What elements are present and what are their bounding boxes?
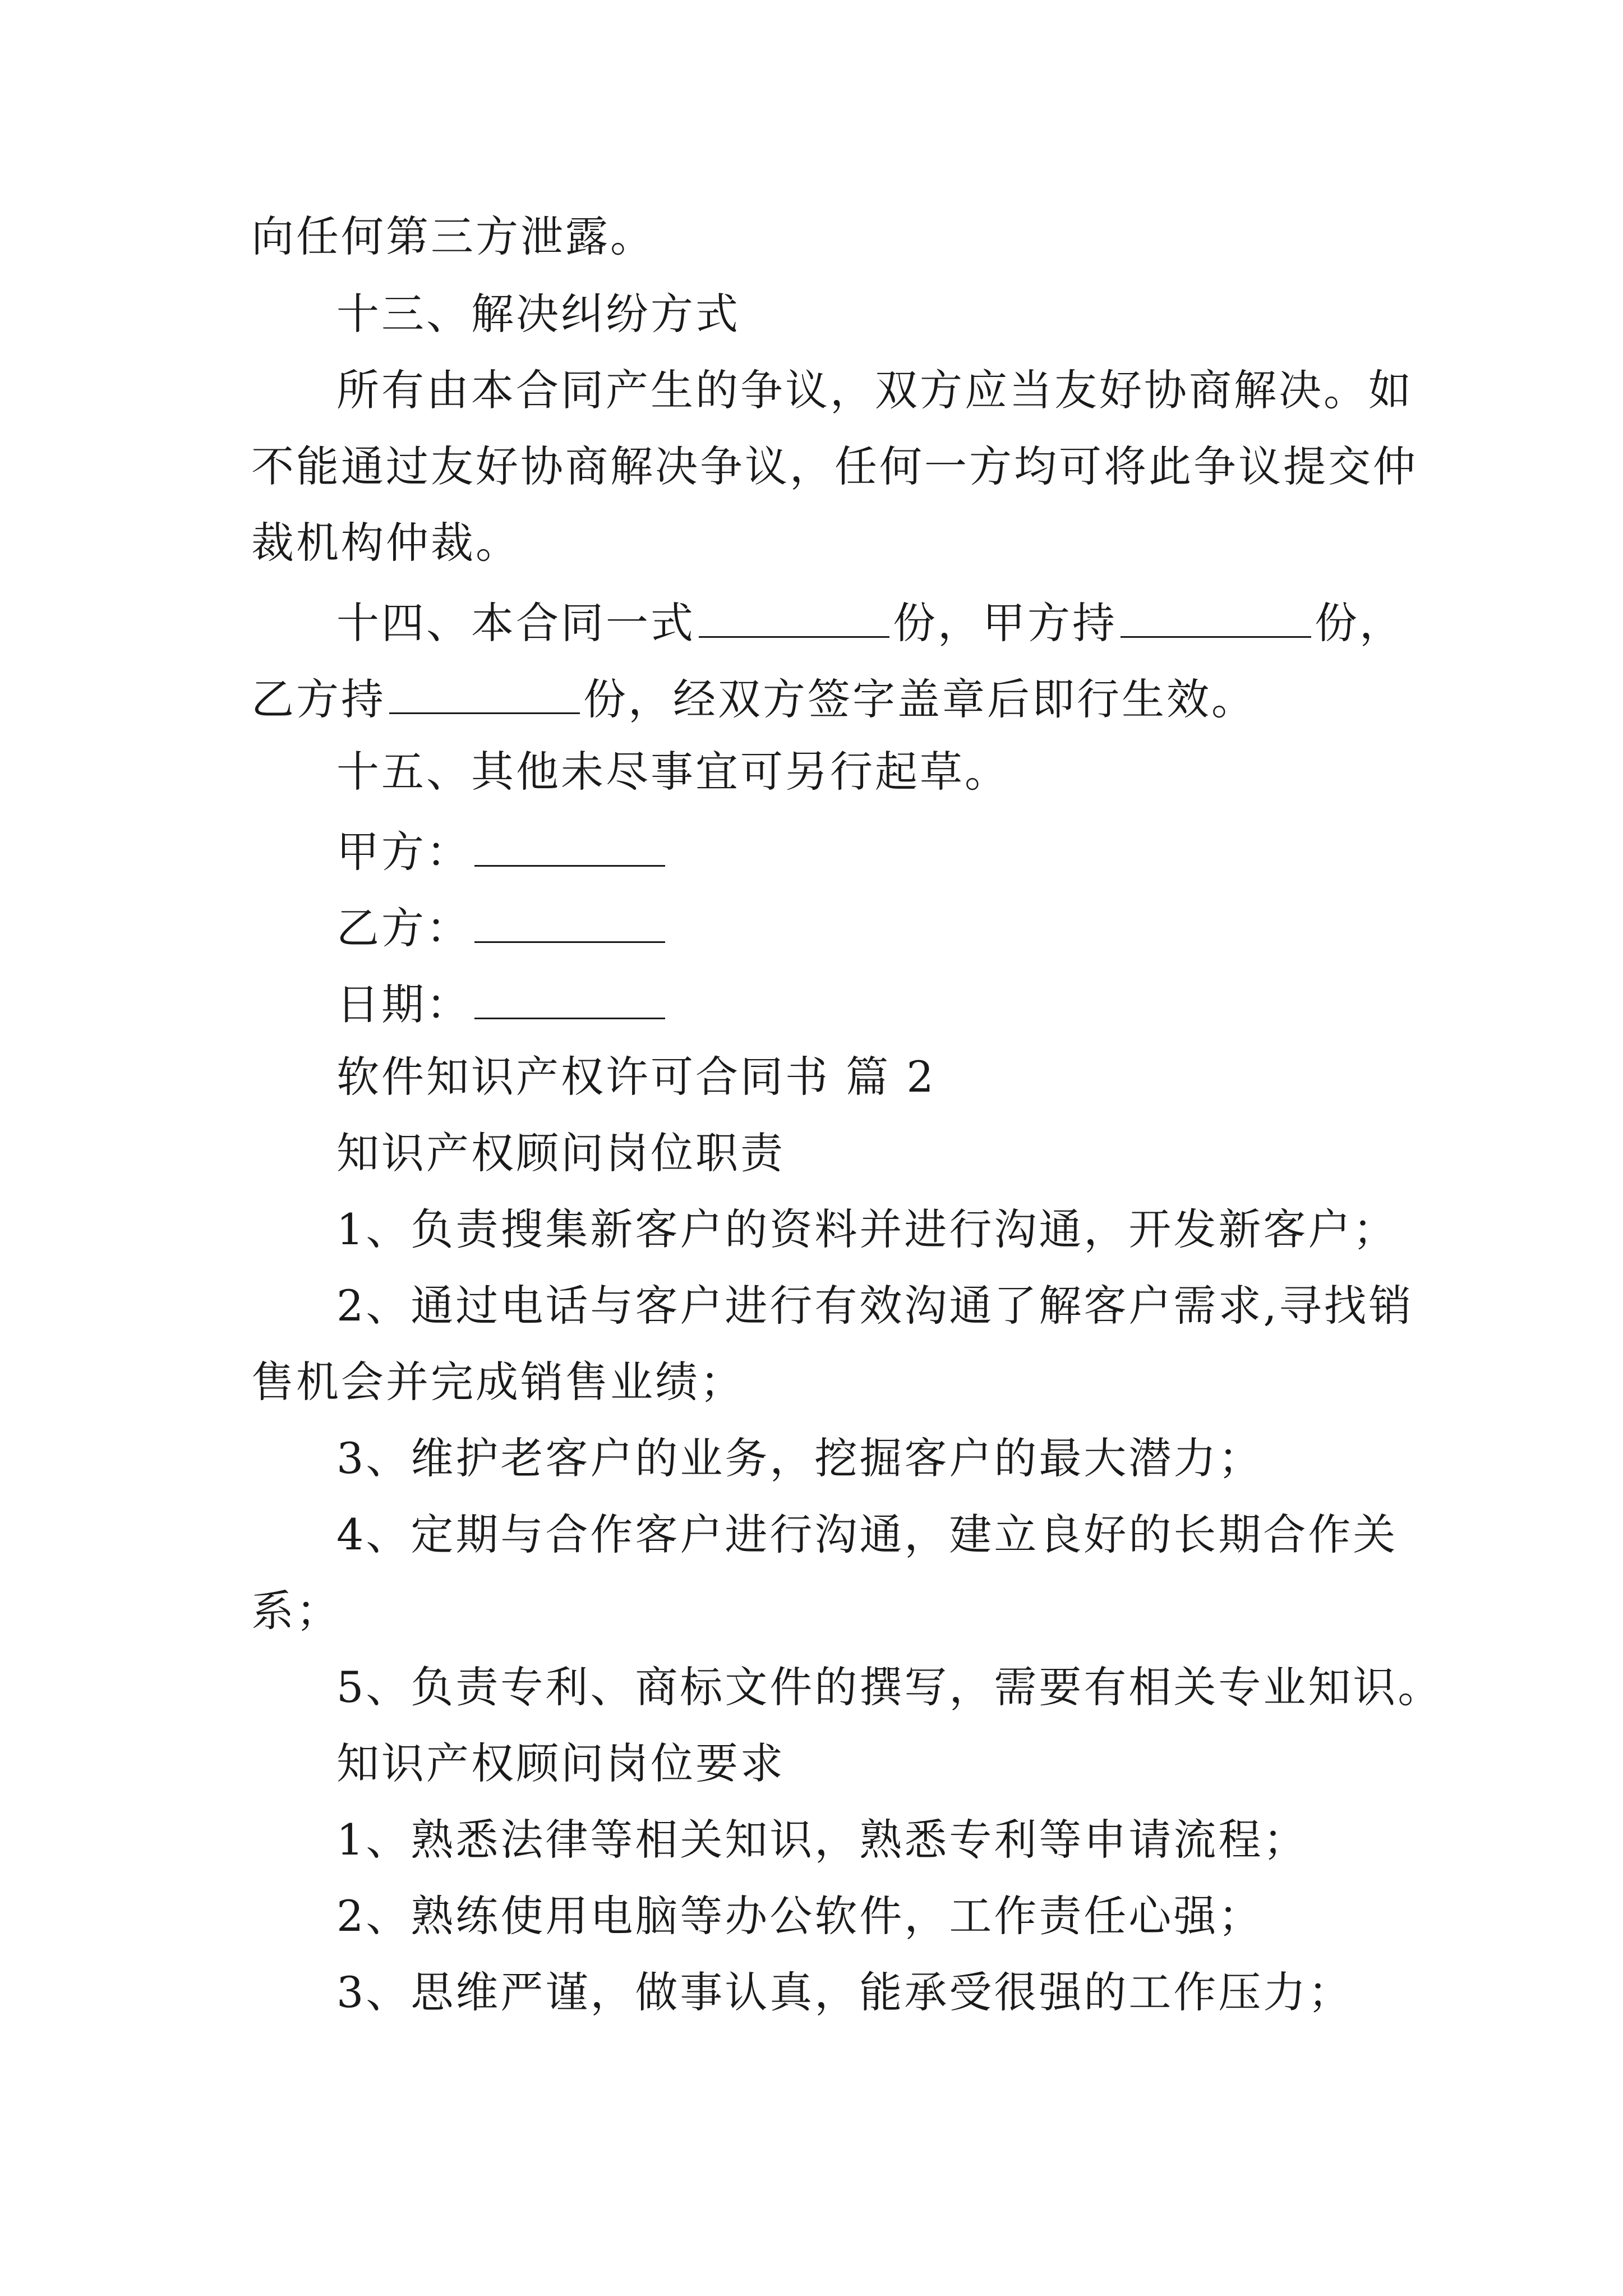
signature-blank	[474, 973, 665, 1019]
party-b-copies-blank	[389, 668, 580, 714]
list-item-continuation: 系；	[251, 1586, 341, 1636]
signature-party-b	[336, 896, 668, 956]
list-item-continuation: 售机会并完成销售业绩；	[251, 1357, 745, 1407]
signature-blank	[474, 820, 665, 867]
clause-text: 份，经双方签字盖章后即行生效。	[583, 674, 1256, 724]
signature-label: 日期：	[336, 979, 471, 1029]
section-heading: 知识产权顾问岗位要求	[336, 1738, 785, 1788]
list-item: 5、负责专利、商标文件的撰写，需要有相关专业知识。	[336, 1662, 1443, 1712]
section-heading: 知识产权顾问岗位职责	[336, 1128, 785, 1178]
list-item: 2、通过电话与客户进行有效沟通了解客户需求,寻找销	[336, 1281, 1414, 1331]
paragraph-line: 向任何第三方泄露。	[251, 211, 655, 261]
clause-text: 份，甲方持	[893, 598, 1117, 648]
signature-label: 甲方：	[336, 827, 471, 877]
paragraph-line: 不能通过友好协商解决争议，任何一方均可将此争议提交仲	[251, 441, 1418, 491]
clause-text: 份，	[1315, 598, 1404, 648]
clause-14-line-2	[251, 668, 1256, 728]
clause-14-line-1	[336, 591, 1404, 651]
party-a-copies-blank	[1121, 591, 1311, 638]
list-item: 3、思维严谨，做事认真，能承受很强的工作压力；	[336, 1967, 1353, 2017]
list-item: 1、熟悉法律等相关知识，熟悉专利等申请流程；	[336, 1815, 1308, 1865]
clause-text: 乙方持	[251, 674, 386, 724]
list-item: 2、熟练使用电脑等办公软件，工作责任心强；	[336, 1891, 1264, 1941]
section-heading: 十三、解决纠纷方式	[336, 289, 740, 339]
signature-blank	[474, 896, 665, 943]
list-item: 4、定期与合作客户进行沟通，建立良好的长期合作关	[336, 1510, 1398, 1559]
paragraph-line: 裁机构仲裁。	[251, 518, 520, 568]
signature-party-a	[336, 820, 668, 880]
paragraph-line: 十五、其他未尽事宜可另行起草。	[336, 747, 1009, 797]
clause-text: 十四、本合同一式	[336, 598, 695, 648]
list-item: 3、维护老客户的业务，挖掘客户的最大潜力；	[336, 1433, 1264, 1483]
signature-label: 乙方：	[336, 903, 471, 953]
signature-date	[336, 973, 668, 1033]
copies-total-blank	[699, 591, 889, 638]
paragraph-line: 所有由本合同产生的争议，双方应当友好协商解决。如	[336, 365, 1413, 415]
document-title: 软件知识产权许可合同书 篇 2	[336, 1052, 936, 1102]
list-item: 1、负责搜集新客户的资料并进行沟通，开发新客户；	[336, 1204, 1398, 1254]
